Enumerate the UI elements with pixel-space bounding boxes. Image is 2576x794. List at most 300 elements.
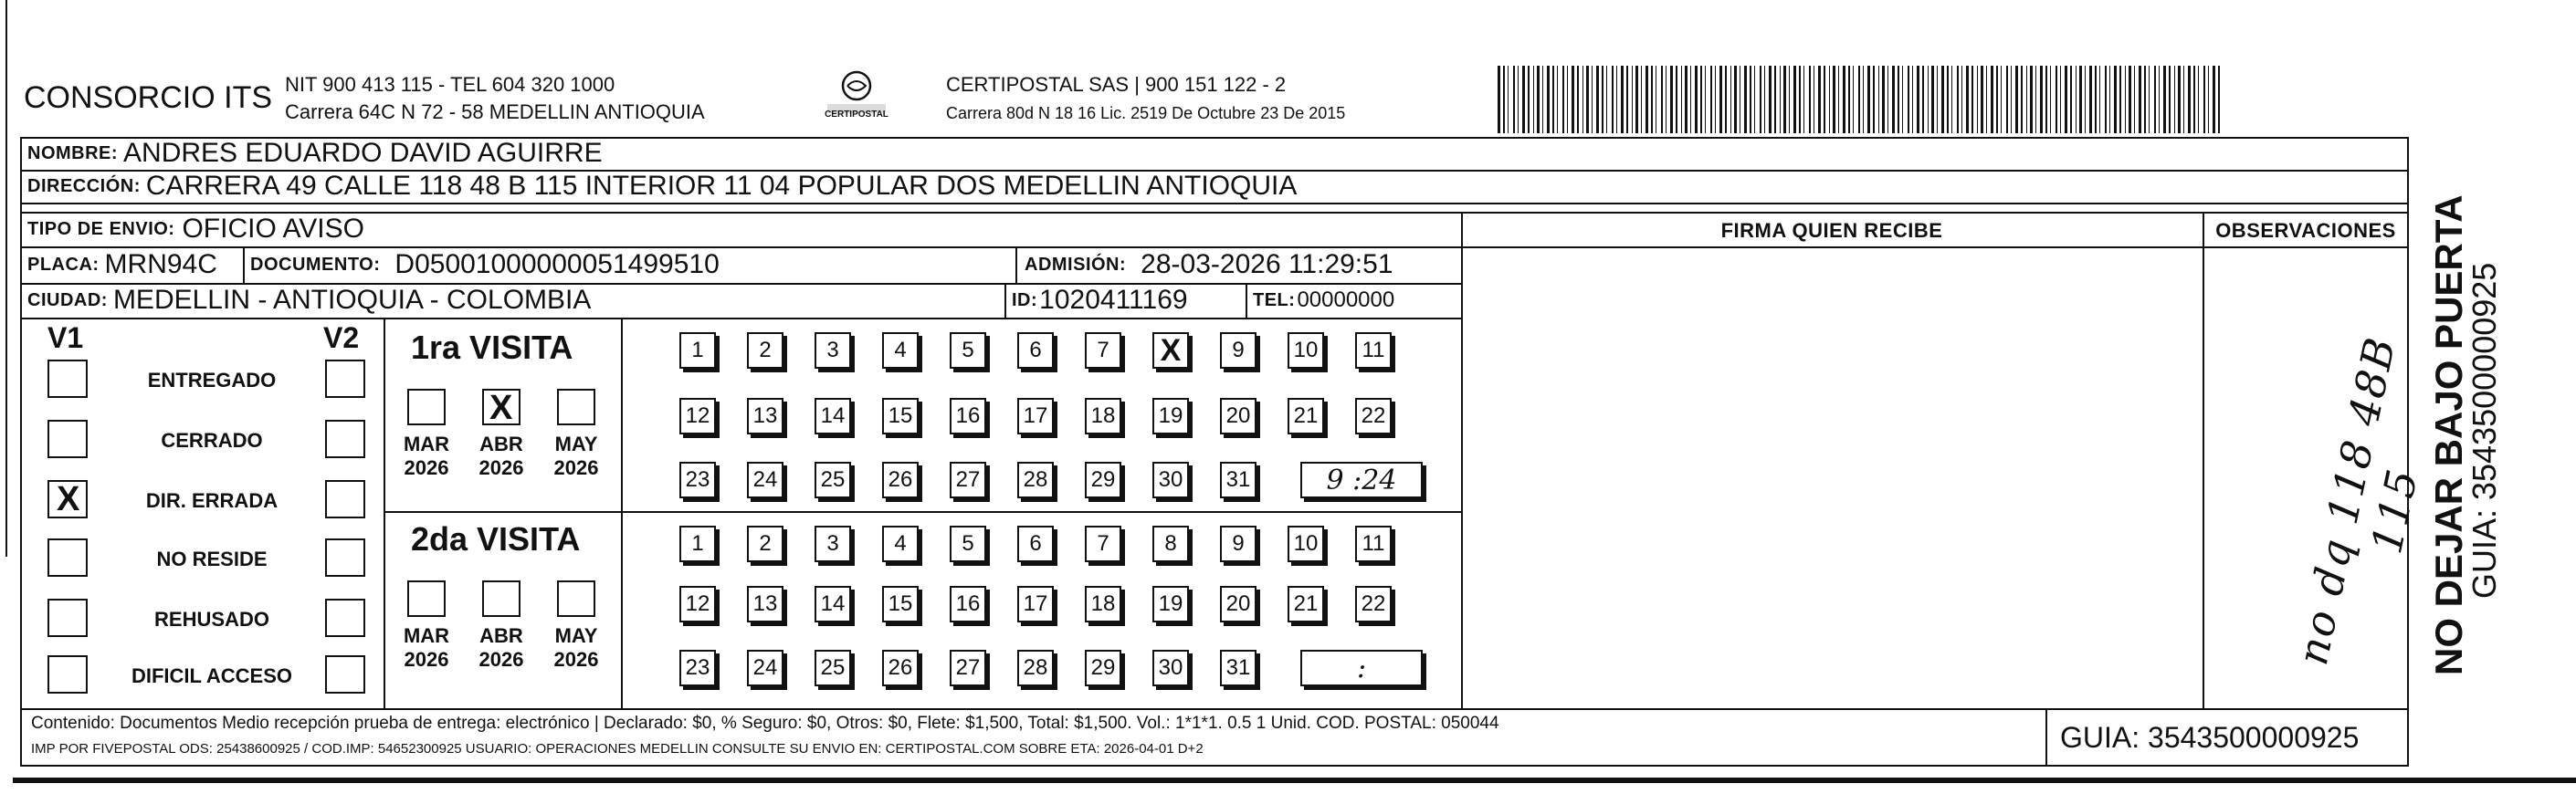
barcode-bar xyxy=(1780,66,1781,133)
day-cell[interactable]: 14 xyxy=(815,398,851,434)
day-cell[interactable]: 27 xyxy=(950,462,986,498)
barcode-bar xyxy=(1734,66,1737,133)
status-checkbox-v1[interactable] xyxy=(47,420,88,458)
barcode-bar xyxy=(2076,66,2077,133)
day-cell[interactable]: 8 xyxy=(1152,526,1189,562)
day-cell[interactable]: 13 xyxy=(747,398,783,434)
barcode-bar xyxy=(1528,66,1530,133)
barcode-bar xyxy=(1586,66,1589,133)
month-name: MAR xyxy=(403,624,450,647)
barcode-bar xyxy=(1681,66,1682,133)
day-cell[interactable]: 17 xyxy=(1017,398,1054,434)
barcode-bar xyxy=(1887,66,1888,133)
barcode-bar xyxy=(1596,66,1599,133)
barcode-bar xyxy=(2105,66,2107,133)
month-year: 2026 xyxy=(553,456,599,479)
barcode-bar xyxy=(1922,66,1924,133)
barcode-bar xyxy=(1690,66,1691,133)
direccion-value: CARRERA 49 CALLE 118 48 B 115 INTERIOR 11 04 POPULAR DOS MEDELLIN ANTIOQUIA xyxy=(145,171,1298,201)
day-cell[interactable]: 9 xyxy=(1220,526,1256,562)
barcode-bar xyxy=(1552,66,1554,133)
day-cell[interactable]: 27 xyxy=(950,650,986,686)
barcode-bar xyxy=(1957,66,1959,133)
barcode-bar xyxy=(2154,66,2156,133)
day-cell[interactable]: 4 xyxy=(882,526,919,562)
day-cell[interactable]: 28 xyxy=(1017,650,1054,686)
day-cell[interactable]: 29 xyxy=(1085,650,1121,686)
barcode-bar xyxy=(1858,66,1860,133)
status-label: REHUSADO xyxy=(154,608,269,631)
month-label xyxy=(544,624,608,672)
barcode-bar xyxy=(1744,66,1747,133)
barcode-bar xyxy=(1557,66,1558,133)
barcode-bar xyxy=(2203,66,2205,133)
barcode-bar xyxy=(1799,66,1801,133)
col-line-placa xyxy=(243,246,245,283)
barcode-bar xyxy=(1838,66,1839,133)
day-cell[interactable]: 5 xyxy=(950,332,986,369)
day-cell[interactable]: 12 xyxy=(679,398,716,434)
day-cell[interactable]: 29 xyxy=(1085,462,1121,498)
barcode-bar xyxy=(1853,66,1854,133)
month-year: 2026 xyxy=(478,648,524,671)
barcode-bar xyxy=(1670,66,1673,133)
day-cell[interactable]: 6 xyxy=(1017,526,1054,562)
barcode-bar xyxy=(1592,66,1593,133)
barcode-bar xyxy=(1760,66,1761,133)
barcode-bar xyxy=(1764,66,1765,133)
barcode-bar xyxy=(1977,66,1978,133)
barcode-bar xyxy=(2056,66,2057,133)
month-year: 2026 xyxy=(404,648,449,671)
barcode-bar xyxy=(1750,66,1751,133)
col-line-status xyxy=(384,318,385,708)
first-visit-title: 1ra VISITA xyxy=(411,329,573,366)
barcode-bar xyxy=(2139,66,2141,133)
col-line-tel xyxy=(1246,283,1247,318)
admision-row xyxy=(1025,246,1393,283)
month-checkbox-abr[interactable] xyxy=(482,389,520,425)
barcode-bar xyxy=(1508,66,1509,133)
barcode-bar xyxy=(1863,66,1864,133)
day-cell[interactable]: 13 xyxy=(747,586,783,622)
day-cell[interactable]: 15 xyxy=(882,586,919,622)
certipostal-sub: Carrera 80d N 18 16 Lic. 2519 De Octubre 23 De 2015 xyxy=(946,104,1346,122)
day-cell[interactable]: 25 xyxy=(815,650,851,686)
day-cell[interactable]: 22 xyxy=(1355,586,1392,622)
placa-row xyxy=(27,246,217,283)
barcode-bar xyxy=(2079,66,2082,133)
v1-label: V1 xyxy=(47,321,84,354)
direccion-label: DIRECCIÓN: xyxy=(27,175,141,196)
day-cell[interactable]: 26 xyxy=(882,650,919,686)
day-cell[interactable]: 16 xyxy=(950,398,986,434)
barcode-bar xyxy=(2099,66,2100,133)
barcode-bar xyxy=(2114,66,2117,133)
day-cell[interactable]: 2 xyxy=(747,332,783,369)
barcode-bar xyxy=(1931,66,1934,133)
ciudad-value: MEDELLIN - ANTIOQUIA - COLOMBIA xyxy=(112,285,592,315)
barcode-bar xyxy=(1803,66,1804,133)
id-label: ID: xyxy=(1012,289,1038,310)
admision-value: 28-03-2026 11:29:51 xyxy=(1141,249,1393,279)
barcode-bar xyxy=(1996,66,1998,133)
day-cell[interactable]: 10 xyxy=(1288,526,1324,562)
barcode-bar xyxy=(1848,66,1850,133)
barcode-bar xyxy=(2193,66,2195,133)
day-cell[interactable]: 12 xyxy=(679,586,716,622)
barcode-bar xyxy=(1710,66,1712,133)
day-cell[interactable]: 18 xyxy=(1085,398,1121,434)
tipo-label: TIPO DE ENVIO: xyxy=(27,218,175,239)
barcode-bar xyxy=(2040,66,2043,133)
barcode-bar xyxy=(2119,66,2121,133)
obs-header-line xyxy=(1461,246,2409,248)
barcode-bar xyxy=(1774,66,1776,133)
id-row xyxy=(1012,283,1188,318)
barcode-bar xyxy=(2183,66,2184,133)
firma-header: FIRMA QUIEN RECIBE xyxy=(1720,219,1943,242)
barcode-bar xyxy=(2085,66,2086,133)
row-line xyxy=(20,203,2409,204)
v2-label: V2 xyxy=(323,321,360,354)
barcode-bar xyxy=(1824,66,1825,133)
barcode-bar xyxy=(1898,66,1899,133)
barcode-bar xyxy=(1562,66,1564,133)
day-cell[interactable]: 28 xyxy=(1017,462,1054,498)
barcode-bar xyxy=(2218,66,2220,133)
status-checkbox-v2[interactable] xyxy=(325,599,365,637)
barcode-bar xyxy=(1986,66,1987,133)
month-name: MAY xyxy=(554,433,598,455)
certipostal-logo xyxy=(813,69,900,126)
barcode-bar xyxy=(1981,66,1983,133)
footer-guia: GUIA: 3543500000925 xyxy=(2060,721,2360,754)
day-cell[interactable]: 30 xyxy=(1152,462,1189,498)
barcode-bar xyxy=(1621,66,1624,133)
barcode-bar xyxy=(2070,66,2072,133)
day-cell[interactable]: 25 xyxy=(815,462,851,498)
month-checkbox-may[interactable] xyxy=(557,580,595,617)
barcode-bar xyxy=(2169,66,2171,133)
day-cell[interactable]: 20 xyxy=(1220,586,1256,622)
barcode-bar xyxy=(2188,66,2191,133)
month-year: 2026 xyxy=(553,648,599,671)
barcode-bar xyxy=(2035,66,2036,133)
barcode-bar xyxy=(2213,66,2215,133)
barcode-bar xyxy=(1661,66,1663,133)
barcode-bar xyxy=(1522,66,1525,133)
bottom-border xyxy=(13,778,2576,783)
barcode-bar xyxy=(1867,66,1870,133)
day-cell[interactable]: 19 xyxy=(1152,586,1189,622)
barcode-bar xyxy=(1542,66,1543,133)
col-line-firma xyxy=(1461,212,1463,708)
id-value: 1020411169 xyxy=(1039,285,1188,315)
barcode-bar xyxy=(1912,66,1913,133)
status-checkbox-v2[interactable] xyxy=(325,538,365,577)
day-cell[interactable]: 9 xyxy=(1220,332,1256,369)
day-cell[interactable]: 11 xyxy=(1355,332,1392,369)
left-edge-line xyxy=(5,0,7,557)
day-cell[interactable]: 21 xyxy=(1288,398,1324,434)
month-year: 2026 xyxy=(404,456,449,479)
day-cell[interactable]: 16 xyxy=(950,586,986,622)
barcode-bar xyxy=(2178,66,2181,133)
barcode-bar xyxy=(1533,66,1534,133)
company-name: CONSORCIO ITS xyxy=(24,80,273,115)
day-cell[interactable]: 5 xyxy=(950,526,986,562)
barcode-bar xyxy=(1582,66,1583,133)
day-cell[interactable]: 18 xyxy=(1085,586,1121,622)
day-cell[interactable]: 7 xyxy=(1085,526,1121,562)
barcode-bar xyxy=(1645,66,1648,133)
status-label: NO RESIDE xyxy=(156,548,268,570)
month-year: 2026 xyxy=(478,456,524,479)
barcode-bar xyxy=(2174,66,2175,133)
status-checkbox-v1[interactable] xyxy=(47,655,88,694)
barcode-bar xyxy=(1537,66,1540,133)
day-cell[interactable]: 19 xyxy=(1152,398,1189,434)
barcode-bar xyxy=(1602,66,1603,133)
barcode-bar xyxy=(2149,66,2150,133)
barcode-bar xyxy=(1626,66,1628,133)
status-label: ENTREGADO xyxy=(147,369,277,392)
day-cell[interactable]: 11 xyxy=(1355,526,1392,562)
tel-value: 00000000 xyxy=(1297,287,1395,312)
barcode-bar xyxy=(1829,66,1830,133)
status-checkbox-v2[interactable] xyxy=(325,420,365,458)
tipo-row xyxy=(27,212,364,246)
check-mark-icon: X xyxy=(489,389,513,427)
status-checkbox-v2[interactable] xyxy=(325,655,365,694)
tel-row xyxy=(1253,283,1394,318)
barcode-bar xyxy=(1632,66,1633,133)
barcode-bar xyxy=(1789,66,1790,133)
ciudad-row xyxy=(27,283,591,318)
footer-line-2: IMP POR FIVEPOSTAL ODS: 25438600925 / COD.IMP: 54652300925 USUARIO: OPERACIONES MEDELLIN CONSULTE SU ENVIO EN: CERTIPOSTAL.COM SOBRE ETA: 2026-04-01 D+2 xyxy=(31,741,1204,757)
barcode-bar xyxy=(2109,66,2110,133)
barcode-bar xyxy=(1833,66,1835,133)
barcode-bar xyxy=(1818,66,1821,133)
month-label xyxy=(394,433,458,480)
barcode-bar xyxy=(1947,66,1949,133)
barcode-bar xyxy=(1961,66,1962,133)
status-checkbox-v1[interactable] xyxy=(47,599,88,637)
barcode-bar xyxy=(1518,66,1519,133)
nombre-row xyxy=(27,137,603,170)
observacion-manuscrita: no dq 118 48B 115 xyxy=(2287,331,2428,670)
status-label: CERRADO xyxy=(161,429,263,452)
month-checkbox-mar[interactable] xyxy=(407,580,446,617)
barcode-bar xyxy=(1783,66,1786,133)
placa-label: PLACA: xyxy=(27,254,100,275)
barcode-graphic xyxy=(1498,66,2228,133)
barcode-bar xyxy=(2050,66,2051,133)
barcode-bar xyxy=(1902,66,1903,133)
row-line xyxy=(20,212,2409,214)
barcode-bar xyxy=(1572,66,1574,133)
month-checkbox-may[interactable] xyxy=(557,389,595,425)
barcode-bar xyxy=(1666,66,1667,133)
barcode-bar xyxy=(2026,66,2027,133)
barcode-bar xyxy=(2015,66,2018,133)
tipo-value: OFICIO AVISO xyxy=(182,214,364,244)
barcode-bar xyxy=(1966,66,1969,133)
month-checkbox-abr[interactable] xyxy=(482,580,520,617)
day-cell[interactable]: 14 xyxy=(815,586,851,622)
barcode-bar xyxy=(1882,66,1885,133)
tel-label: TEL: xyxy=(1253,289,1296,310)
barcode-bar xyxy=(2001,66,2002,133)
status-checkbox-v2[interactable] xyxy=(325,360,365,398)
month-name: MAY xyxy=(554,624,598,647)
day-cell[interactable]: 20 xyxy=(1220,398,1256,434)
barcode-bar xyxy=(1908,66,1909,133)
barcode-bar xyxy=(1873,66,1875,133)
barcode-bar xyxy=(1941,66,1944,133)
barcode-bar xyxy=(1651,66,1653,133)
barcode-bar xyxy=(1567,66,1568,133)
barcode-bar xyxy=(2030,66,2033,133)
barcode-bar xyxy=(1730,66,1731,133)
barcode-bar xyxy=(1700,66,1702,133)
day-cell[interactable]: 1 xyxy=(679,332,716,369)
barcode-bar xyxy=(1606,66,1607,133)
day-cell[interactable]: 21 xyxy=(1288,586,1324,622)
day-cell[interactable]: 22 xyxy=(1355,398,1392,434)
barcode-bar xyxy=(2021,66,2023,133)
ciudad-label: CIUDAD: xyxy=(27,289,108,310)
month-name: MAR xyxy=(403,433,450,455)
barcode-bar xyxy=(1937,66,1938,133)
barcode-bar xyxy=(2125,66,2126,133)
day-cell[interactable]: 24 xyxy=(747,462,783,498)
day-cell[interactable]: 24 xyxy=(747,650,783,686)
day-cell[interactable]: 31 xyxy=(1220,462,1256,498)
day-cell[interactable]: 26 xyxy=(882,462,919,498)
barcode-bar xyxy=(1498,66,1500,133)
barcode-bar xyxy=(1685,66,1688,133)
barcode-bar xyxy=(2144,66,2146,133)
documento-value: D05001000000051499510 xyxy=(394,249,720,279)
barcode-bar xyxy=(1991,66,1993,133)
barcode-bar xyxy=(1577,66,1579,133)
barcode xyxy=(1498,66,2228,133)
barcode-bar xyxy=(1547,66,1550,133)
barcode-bar xyxy=(1928,66,1929,133)
barcode-bar xyxy=(2159,66,2160,133)
status-checkbox-v2[interactable] xyxy=(325,480,365,518)
day-cell[interactable]: 15 xyxy=(882,398,919,434)
day-cell[interactable]: 1 xyxy=(679,526,716,562)
month-label xyxy=(544,433,608,480)
barcode-bar xyxy=(1892,66,1895,133)
col-line-id xyxy=(1004,283,1006,318)
barcode-bar xyxy=(2163,66,2166,133)
company-address: Carrera 64C N 72 - 58 MEDELLIN ANTIOQUIA xyxy=(285,100,705,123)
barcode-bar xyxy=(2129,66,2131,133)
barcode-bar xyxy=(1641,66,1642,133)
side-warning: NO DEJAR BAJO PUERTA xyxy=(2427,194,2470,675)
day-cell[interactable]: 3 xyxy=(815,526,851,562)
footer-line-1: Contenido: Documentos Medio recepción prueba de entrega: electrónico | Declarado: $0, % Seguro: $0, Otros: $0, Flete: $1,500, Total: $1,500. Vol.: 1*1*1. 0.5 1 Unid. COD. POSTAL: 050044 xyxy=(31,714,1499,733)
visit-time-field[interactable]: : xyxy=(1300,650,1423,686)
status-checkbox-v1[interactable] xyxy=(47,480,88,518)
status-checkbox-v1[interactable] xyxy=(47,538,88,577)
second-visit-title: 2da VISITA xyxy=(411,520,581,558)
barcode-bar xyxy=(1715,66,1716,133)
month-label xyxy=(394,624,458,672)
barcode-bar xyxy=(1695,66,1698,133)
day-cell[interactable]: 23 xyxy=(679,650,716,686)
day-cell[interactable]: 31 xyxy=(1220,650,1256,686)
day-cell[interactable]: 23 xyxy=(679,462,716,498)
barcode-bar xyxy=(1705,66,1706,133)
barcode-bar xyxy=(1754,66,1755,133)
day-cell[interactable]: 7 xyxy=(1085,332,1121,369)
barcode-bar xyxy=(1951,66,1952,133)
visit-time-field[interactable]: 9 :24 xyxy=(1300,462,1423,498)
barcode-bar xyxy=(1793,66,1796,133)
barcode-bar xyxy=(1503,66,1505,133)
day-cell[interactable]: 4 xyxy=(882,332,919,369)
check-mark-icon: X xyxy=(57,480,80,518)
day-cell[interactable]: 2 xyxy=(747,526,783,562)
barcode-bar xyxy=(1843,66,1845,133)
nombre-label: NOMBRE: xyxy=(27,142,119,163)
barcode-bar xyxy=(2045,66,2047,133)
barcode-bar xyxy=(1616,66,1617,133)
row-line xyxy=(20,318,1461,319)
col-line-admision xyxy=(1015,246,1017,283)
admision-label: ADMISIÓN: xyxy=(1025,254,1127,275)
barcode-bar xyxy=(2089,66,2092,133)
barcode-bar xyxy=(1878,66,1879,133)
certipostal-line: CERTIPOSTAL SAS | 900 151 122 - 2 xyxy=(946,73,1287,96)
barcode-bar xyxy=(2060,66,2061,133)
check-mark-icon: X xyxy=(1160,332,1182,368)
day-cell[interactable]: 17 xyxy=(1017,586,1054,622)
barcode-bar xyxy=(2065,66,2067,133)
status-label: DIR. ERRADA xyxy=(145,489,279,512)
barcode-bar xyxy=(1917,66,1919,133)
barcode-bar xyxy=(1971,66,1973,133)
day-cell[interactable]: 30 xyxy=(1152,650,1189,686)
month-checkbox-mar[interactable] xyxy=(407,389,446,425)
day-cell[interactable]: 6 xyxy=(1017,332,1054,369)
placa-value: MRN94C xyxy=(104,249,217,279)
nombre-value: ANDRES EDUARDO DAVID AGUIRRE xyxy=(123,138,603,168)
barcode-bar xyxy=(1719,66,1722,133)
month-name: ABR xyxy=(479,433,523,455)
month-label xyxy=(469,433,533,480)
day-cell[interactable]: 10 xyxy=(1288,332,1324,369)
barcode-bar xyxy=(1612,66,1614,133)
day-cell[interactable]: 3 xyxy=(815,332,851,369)
status-checkbox-v1[interactable] xyxy=(47,360,88,398)
barcode-bar xyxy=(1769,66,1772,133)
side-guia: GUIA: 3543500000925 xyxy=(2466,262,2503,599)
barcode-bar xyxy=(1809,66,1811,133)
barcode-bar xyxy=(2011,66,2012,133)
day-cell[interactable] xyxy=(1152,332,1189,369)
company-nit: NIT 900 413 115 - TEL 604 320 1000 xyxy=(285,73,615,96)
col-line-obs xyxy=(2203,212,2204,708)
barcode-bar xyxy=(2095,66,2097,133)
direccion-row xyxy=(27,170,1297,203)
barcode-bar xyxy=(1635,66,1638,133)
